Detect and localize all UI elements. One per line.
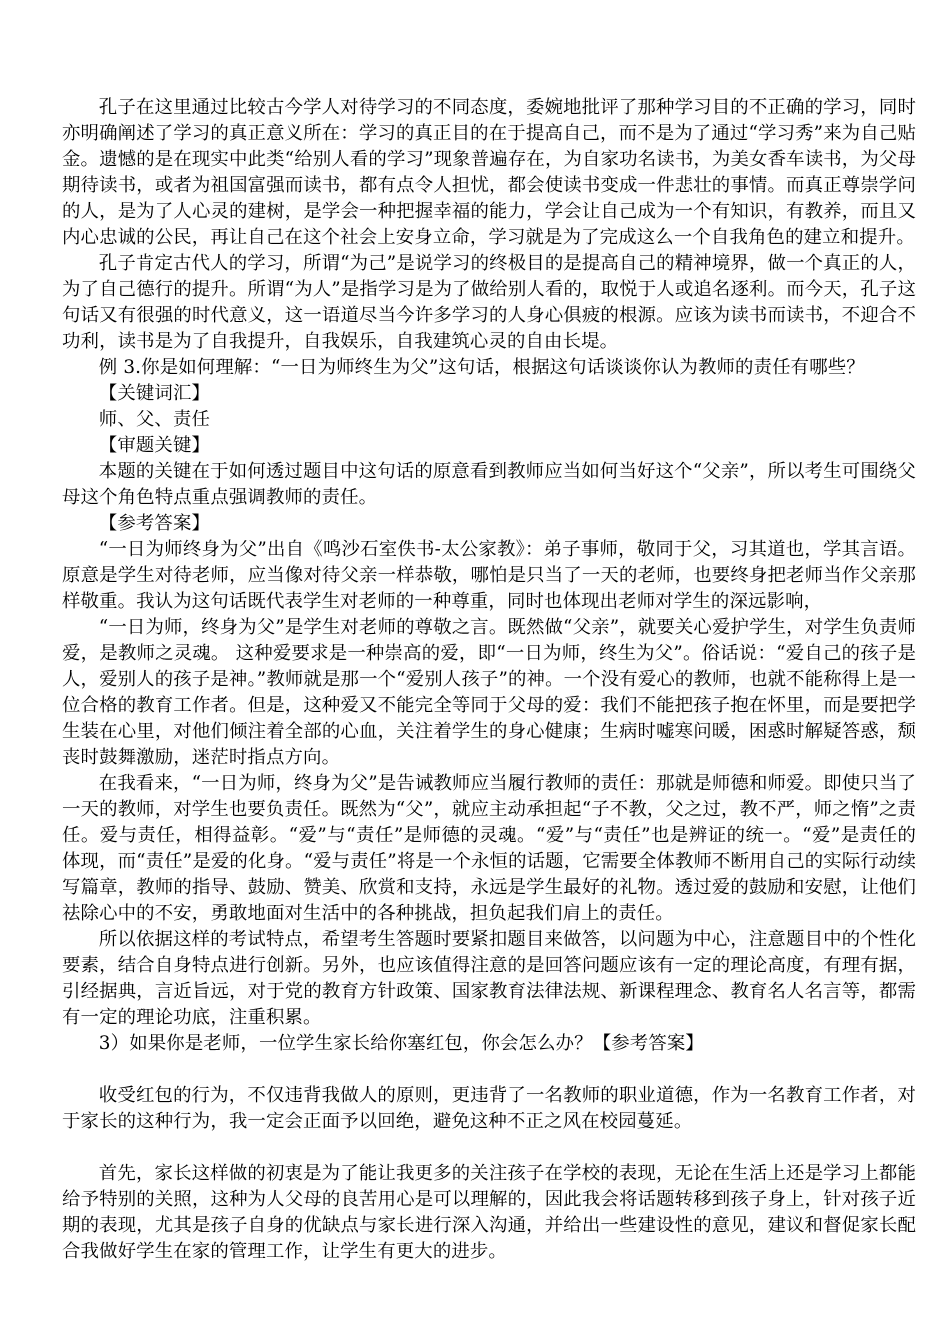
document-body (62, 95, 916, 1265)
paragraph-origin: “一日为师终身为父”出自《鸣沙石室佚书-太公家教》：弟子事师，敬同于父，习其道也，学其言语。原意是学生对待老师，应当像对待父亲一样恭敬，哪怕是只当了一天的老师，也要终身把老师当作父亲那样敬重。我认为这句话既代表学生对老师的一种尊重，同时也体现出老师对学生的深远影响， (62, 539, 916, 612)
paragraph-responsibility: 在我看来，“一日为师，终身为父”是告诫教师应当履行教师的责任：那就是师德和师爱。即使只当了一天的教师，对学生也要负责任。既然为“父”，就应主动承担起“子不教，父之过，教不严，师之惰”之责任。爱与责任，相得益彰。“爱”与“责任”是师德的灵魂。“爱”与“责任”也是辨证的统一。“爱”是责任的体现，而“责任”是爱的化身。“爱与责任”将是一个永恒的话题，它需要全体教师不断用自己的实际行动续写篇章，教师的指导、鼓励、赞美、欣赏和支持，永远是学生最好的礼物。透过爱的鼓励和安慰，让他们祛除心中的不安，勇敢地面对生活中的各种挑战，担负起我们肩上的责任。 (62, 773, 916, 924)
heading-question-analysis: 【审题关键】 (98, 435, 211, 456)
paragraph-teacher-love: “一日为师，终身为父”是学生对老师的尊敬之言。既然做“父亲”，就要关心爱护学生，对学生负责师爱，是教师之灵魂。 这种爱要求是一种崇高的爱，即“一日为师，终生为父”。俗话说：“爱自己的孩子是人，爱别人的孩子是神。”教师就是那一个“爱别人孩子”的神。一个没有爱心的教师，也就不能称得上是一位合格的教育工作者。但是，这种爱又不能完全等同于父母的爱：我们不能把孩子抱在怀里，而是要把学生装在心里，对他们倾注着全部的心血，关注着学生的身心健康；生病时嘘寒问暖，困惑时解疑答惑，颓丧时鼓舞激励，迷茫时指点方向。 (62, 617, 916, 768)
paragraph-question-analysis: 本题的关键在于如何透过题目中这句话的原意看到教师应当如何当好这个“父亲”，所以考生可围绕父母这个角色特点重点强调教师的责任。 (62, 461, 916, 508)
paragraph-refuse-envelope: 收受红包的行为，不仅违背我做人的原则，更违背了一名教师的职业道德，作为一名教育工作者，对于家长的这种行为，我一定会正面予以回绝，避免这种不正之风在校园蔓延。 (62, 1085, 916, 1132)
paragraph-communicate-parents: 首先，家长这样做的初衷是为了能让我更多的关注孩子在学校的表现，无论在生活上还是学习上都能给予特别的关照，这种为人父母的良苦用心是可以理解的，因此我会将话题转移到孩子身上，针对孩子近期的表现，尤其是孩子自身的优缺点与家长进行深入沟通，并给出一些建设性的意见，建议和督促家长配合我做好学生在家的管理工作，让学生有更大的进步。 (62, 1163, 916, 1262)
heading-key-words: 【关键词汇】 (98, 383, 211, 404)
paragraph-exam-advice: 所以依据这样的考试特点，希望考生答题时要紧扣题目来做答，以问题为中心，注意题目中的个性化要素，结合自身特点进行创新。另外，也应该值得注意的是回答问题应该有一定的理论高度，有理有据，引经据典，言近旨远，对于党的教育方针政策、国家教育法律法规、新课程理念、教育名人名言等，都需有一定的理论功底，注重积累。 (62, 929, 916, 1028)
key-words-list: 师、父、责任 (98, 409, 211, 430)
paragraph-for-self: 孔子肯定古代人的学习，所谓“为己”是说学习的终极目的是提高自己的精神境界，做一个真正的人，为了自己德行的提升。所谓“为人”是指学习是为了做给别人看的，取悦于人或追名逐利。而今天，孔子这句话又有很强的时代意义，这一语道尽当今许多学习的人身心俱疲的根源。应该为读书而读书，不迎合不功利，读书是为了自我提升，自我娱乐，自我建筑心灵的自由长堤。 (62, 253, 916, 352)
spacer (62, 1135, 916, 1161)
paragraph-learning-purpose: 孔子在这里通过比较古今学人对待学习的不同态度，委婉地批评了那种学习目的不正确的学习，同时亦明确阐述了学习的真正意义所在：学习的真正目的在于提高自己，而不是为了通过“学习秀”来为自己贴金。遗憾的是在现实中此类“给别人看的学习”现象普遍存在，为自家功名读书，为美女香车读书，为父母期待读书，或者为祖国富强而读书，都有点令人担忧，都会使读书变成一件悲壮的事情。而真正尊崇学问的人，是为了人心灵的建树，是学会一种把握幸福的能力，学会让自己成为一个有知识，有教养，而且又内心忠诚的公民，再让自己在这个社会上安身立命，学习就是为了完成这么一个自我角色的建立和提升。 (62, 97, 916, 248)
question-red-envelope: 3）如果你是老师，一位学生家长给你塞红包，你会怎么办？【参考答案】 (98, 1033, 704, 1054)
heading-reference-answer: 【参考答案】 (98, 513, 211, 534)
spacer (62, 1057, 916, 1083)
example-question-3: 例 3.你是如何理解：“一日为师终生为父”这句话，根据这句话谈谈你认为教师的责任有哪些？ (98, 357, 865, 378)
